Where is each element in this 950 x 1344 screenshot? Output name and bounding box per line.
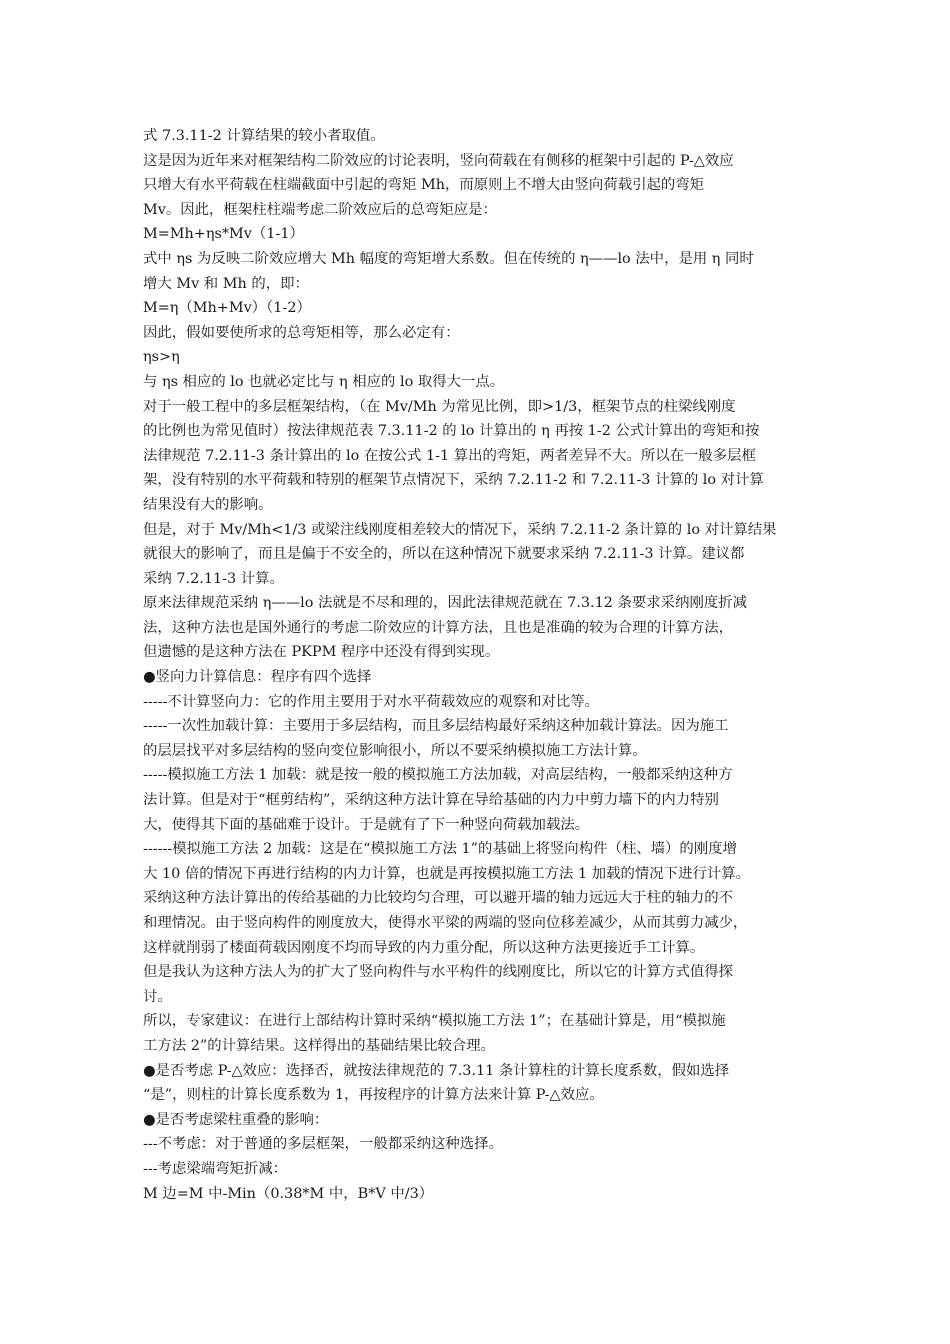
text-line: -----不计算竖向力：它的作用主要用于对水平荷载效应的观察和对比等。 <box>143 693 600 710</box>
text-line: 采纳这种方法计算出的传给基础的力比较均匀合理，可以避开墙的轴力远远大于柱的轴力的不 <box>143 890 734 907</box>
text-line: 和理情况。由于竖向构件的刚度放大，使得水平梁的两端的竖向位移差减少，从而其剪力减少， <box>143 915 748 931</box>
text-line: 所以，专家建议：在进行上部结构计算时采纳“模拟施工方法 1”；在基础计算是，用“模拟施 <box>143 1013 726 1030</box>
document-body <box>143 124 811 1206</box>
text-line: 的比例也为常见值时）按法律规范表 7.3.11-2 的 lo 计算出的 η 再按 1-2 公式计算出的弯矩和按 <box>143 423 760 440</box>
text-line: 架，没有特别的水平荷载和特别的框架节点情况下，采纳 7.2.11-2 和 7.2.11-3 计算的 lo 对计算 <box>143 472 764 489</box>
text-line: 工方法 2”的计算结果。这样得出的基础结果比较合理。 <box>143 1037 496 1054</box>
text-line: ●竖向力计算信息：程序有四个选择 <box>143 669 372 686</box>
text-line: ●是否考虑 P-△效应：选择否，就按法律规范的 7.3.11 条计算柱的计算长度系数，假如选择 <box>143 1062 730 1079</box>
text-line: 大 10 倍的情况下再进行结构的内力计算，也就是再按模拟施工方法 1 加载的情况下进行计算。 <box>143 865 751 882</box>
text-line: ●是否考虑梁柱重叠的影响： <box>143 1111 329 1128</box>
text-line: 但是，对于 Mv/Mh<1/3 或梁注线刚度相差较大的情况下，采纳 7.2.11-2 条计算的 lo 对计算结果 <box>143 521 777 538</box>
text-line: 与 ηs 相应的 lo 也就必定比与 η 相应的 lo 取得大一点。 <box>143 373 505 390</box>
text-line: ηs>η <box>143 349 180 366</box>
text-line: 原来法律规范采纳 η——lo 法就是不尽和理的，因此法律规范就在 7.3.12 条要求采纳刚度折减 <box>143 595 748 612</box>
text-line: ------模拟施工方法 2 加载：这是在“模拟施工方法 1”的基础上将竖向构件（柱、墙）的刚度增 <box>143 841 737 858</box>
text-line: 采纳 7.2.11-3 计算。 <box>143 570 284 587</box>
text-line: M=η（Mh+Mv）（1-2） <box>143 300 311 317</box>
text-line: 法，这种方法也是国外通行的考虑二阶效应的计算方法，且也是准确的较为合理的计算方法， <box>143 619 734 636</box>
text-line: 对于一般工程中的多层框架结构，（在 Mv/Mh 为常见比例，即>1/3，框架节点的柱梁线刚度 <box>143 398 736 415</box>
text-line: -----模拟施工方法 1 加载：就是按一般的模拟施工方法加载，对高层结构，一般都采纳这种方 <box>143 767 733 784</box>
text-line: 的层层找平对多层结构的竖向变位影响很小，所以不要采纳模拟施工方法计算。 <box>143 742 647 759</box>
text-line: 增大 Mv 和 Mh 的，即： <box>143 275 309 292</box>
text-line: 这是因为近年来对框架结构二阶效应的讨论表明，竖向荷载在有侧移的框架中引起的 P-△效应 <box>143 152 734 169</box>
text-line: 就很大的影响了，而且是偏于不安全的，所以在这种情况下就要求采纳 7.2.11-3 计算。建议都 <box>143 546 745 563</box>
text-line: Mv。因此，框架柱柱端考虑二阶效应后的总弯矩应是： <box>143 201 497 218</box>
text-line: 法律规范 7.2.11-3 条计算出的 lo 在按公式 1-1 算出的弯矩，两者差异不大。所以在一般多层框 <box>143 447 756 464</box>
text-line: 式 7.3.11-2 计算结果的较小者取值。 <box>143 128 385 144</box>
text-line: -----一次性加载计算：主要用于多层结构，而且多层结构最好采纳这种加载计算法。因为施工 <box>143 718 729 735</box>
text-line: 法计算。但是对于“框剪结构”，采纳这种方法计算在导给基础的内力中剪力墙下的内力特别 <box>143 792 719 809</box>
text-line: 式中 ηs 为反映二阶效应增大 Mh 幅度的弯矩增大系数。但在传统的 η——lo 法中，是用 η 同时 <box>143 250 754 267</box>
text-line: 结果没有大的影响。 <box>143 496 273 513</box>
text-line: ---不考虑：对于普通的多层框架，一般都采纳这种选择。 <box>143 1136 503 1153</box>
text-line: M=Mh+ηs*Mv（1-1） <box>143 226 304 243</box>
text-line: 大，使得其下面的基础难于设计。于是就有了下一种竖向荷载加载法。 <box>143 816 590 833</box>
text-line: 但遗憾的是这种方法在 PKPM 程序中还没有得到实现。 <box>143 644 500 661</box>
text-line: “是”，则柱的计算长度系数为 1，再按程序的计算方法来计算 P-△效应。 <box>143 1087 604 1104</box>
text-line: 但是我认为这种方法人为的扩大了竖向构件与水平构件的线刚度比，所以它的计算方式值得探 <box>143 964 734 981</box>
text-line: 因此，假如要使所求的总弯矩相等，那么必定有： <box>143 324 460 341</box>
text-line: 只增大有水平荷载在柱端截面中引起的弯矩 Mh，而原则上不增大由竖向荷载引起的弯矩 <box>143 177 705 194</box>
text-line: M 边=M 中-Min（0.38*M 中，B*V 中/3） <box>143 1185 434 1202</box>
text-line: ---考虑梁端弯矩折减： <box>143 1160 288 1177</box>
text-line: 讨。 <box>143 988 172 1005</box>
text-line: 这样就削弱了楼面荷载因刚度不均而导致的内力重分配，所以这种方法更接近手工计算。 <box>143 939 705 956</box>
